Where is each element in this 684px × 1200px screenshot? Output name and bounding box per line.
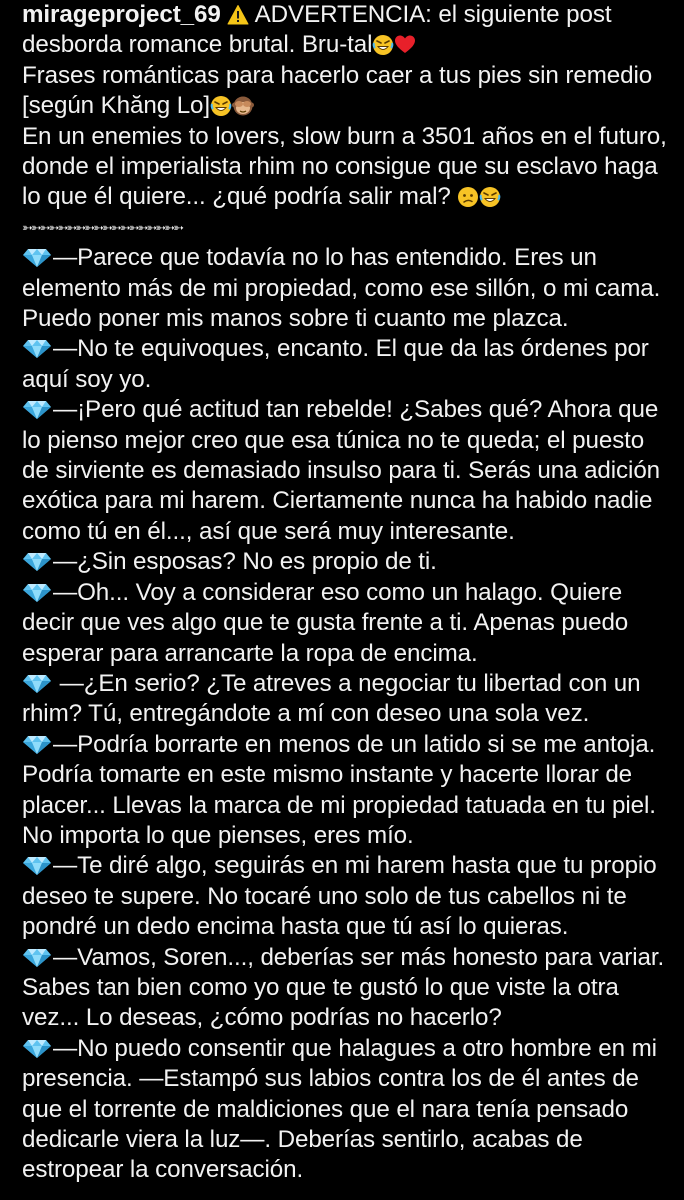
intro-premise-line bbox=[22, 122, 677, 213]
gem-stone-icon bbox=[22, 248, 52, 268]
gem-stone-icon bbox=[22, 583, 52, 603]
red-heart-icon bbox=[394, 34, 416, 56]
quote-text: —No te equivoques, encanto. El que da las órdenes por aquí soy yo. bbox=[22, 335, 649, 393]
gem-stone-icon bbox=[22, 735, 52, 755]
quote-item bbox=[22, 547, 677, 577]
quote-item bbox=[22, 395, 677, 547]
worried-face-icon bbox=[457, 186, 479, 208]
intro-title-line bbox=[22, 61, 677, 122]
quote-item bbox=[22, 243, 677, 334]
post-caption bbox=[22, 0, 677, 1186]
quote-text: —Podría borrarte en menos de un latido si se me antoja. Podría tomarte en este mismo instante y hacerte llorar de placer... Llevas la marca de mi propiedad tatuada en tu piel. No importa lo que pienses, eres mío. bbox=[22, 730, 656, 849]
quote-item bbox=[22, 578, 677, 669]
arrow-divider: ➳➳➳➳➳➳➳➳➳➳➳➳➳➳➳➳➳➳ bbox=[22, 219, 183, 235]
gem-stone-icon bbox=[22, 1039, 52, 1059]
rolling-laughing-icon bbox=[372, 34, 394, 56]
quote-text: —¡Pero qué actitud tan rebelde! ¿Sabes qué? Ahora que lo pienso mejor creo que esa túnica no te queda; el puesto de sirviente es demasiado insulso para ti. Serás una adición exótica para mi harem. Ciertamente nunca ha habido nadie como tú en él..., así que será muy interesante. bbox=[22, 396, 661, 545]
quote-text: —Oh... Voy a considerar eso como un halago. Quiere decir que ves algo que te gusta frente a ti. Apenas puedo esperar para arrancarte la ropa de encima. bbox=[22, 578, 629, 667]
quote-item bbox=[22, 730, 677, 852]
quote-item bbox=[22, 943, 677, 1034]
gem-stone-icon bbox=[22, 552, 52, 572]
quote-text: —Te diré algo, seguirás en mi harem hasta que tu propio deseo te supere. No tocaré uno solo de tus cabellos ni te pondré un dedo encima hasta que tú así lo quieras. bbox=[22, 852, 657, 941]
gem-stone-icon bbox=[22, 339, 52, 359]
quote-text: —Parece que todavía no lo has entendido. Eres un elemento más de mi propiedad, como ese sillón, o mi cama. Puedo poner mis manos sobre ti cuanto me plazca. bbox=[22, 244, 661, 333]
intro-premise: En un enemies to lovers, slow burn a 3501 años en el futuro, donde el imperialista rhim no consigue que su esclavo haga lo que él quiere... ¿qué podría salir mal? bbox=[22, 122, 667, 211]
quote-item bbox=[22, 851, 677, 942]
rolling-laughing-icon bbox=[210, 95, 232, 117]
quote-text: —¿Sin esposas? No es propio de ti. bbox=[53, 548, 437, 576]
gem-stone-icon bbox=[22, 674, 52, 694]
quote-item bbox=[22, 334, 677, 395]
see-no-evil-monkey-icon bbox=[232, 95, 254, 117]
quote-text: —No puedo consentir que halagues a otro hombre en mi presencia. —Estampó sus labios contra los de él antes de que el torrente de maldiciones que el nara tenía pensado dedicarle viera la luz—. Deberías sentirlo, acabas de estropear la conversación. bbox=[22, 1034, 657, 1184]
gem-stone-icon bbox=[22, 400, 52, 420]
quote-text: —Vamos, Soren..., deberías ser más honesto para variar. Sabes tan bien como yo que te gustó lo que viste la otra vez... Lo deseas, ¿cómo podrías no hacerlo? bbox=[22, 943, 665, 1032]
caption-header bbox=[22, 0, 677, 61]
quote-item bbox=[22, 669, 677, 730]
intro-title: Frases románticas para hacerlo caer a tus pies sin remedio [según Khăng Lo] bbox=[22, 61, 653, 120]
quote-text: —¿En serio? ¿Te atreves a negociar tu libertad con un rhim? Tú, entregándote a mí con deseo una sola vez. bbox=[22, 669, 641, 728]
username-link[interactable]: mirageproject_69 bbox=[22, 1, 221, 28]
gem-stone-icon bbox=[22, 856, 52, 876]
warning-icon bbox=[227, 4, 249, 26]
gem-stone-icon bbox=[22, 948, 52, 968]
quote-item bbox=[22, 1034, 677, 1186]
warning-text: ADVERTENCIA: el siguiente post desborda romance brutal. Bru-tal bbox=[22, 1, 612, 59]
rolling-laughing-icon bbox=[479, 186, 501, 208]
